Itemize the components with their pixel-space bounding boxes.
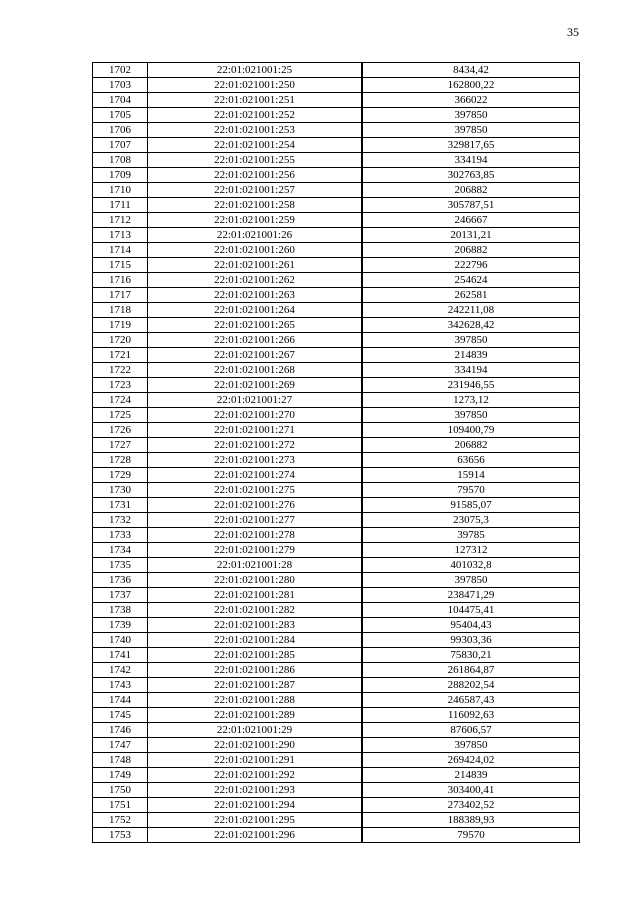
row-number-cell: 1735 xyxy=(93,558,148,573)
table-row xyxy=(93,513,580,528)
cadastral-number-cell: 22:01:021001:273 xyxy=(148,453,363,468)
row-number-cell: 1750 xyxy=(93,783,148,798)
cadastral-number-cell: 22:01:021001:281 xyxy=(148,588,363,603)
row-number-cell: 1731 xyxy=(93,498,148,513)
value-cell: 39785 xyxy=(362,528,580,543)
table-row xyxy=(93,663,580,678)
value-cell: 109400,79 xyxy=(362,423,580,438)
value-cell: 87606,57 xyxy=(362,723,580,738)
table-row xyxy=(93,333,580,348)
value-cell: 302763,85 xyxy=(362,168,580,183)
value-cell: 23075,3 xyxy=(362,513,580,528)
value-cell: 288202,54 xyxy=(362,678,580,693)
table-row xyxy=(93,393,580,408)
row-number-cell: 1746 xyxy=(93,723,148,738)
row-number-cell: 1752 xyxy=(93,813,148,828)
value-cell: 401032,8 xyxy=(362,558,580,573)
row-number-cell: 1733 xyxy=(93,528,148,543)
row-number-cell: 1721 xyxy=(93,348,148,363)
table-row xyxy=(93,753,580,768)
table-row xyxy=(93,258,580,273)
value-cell: 334194 xyxy=(362,153,580,168)
value-cell: 246587,43 xyxy=(362,693,580,708)
cadastral-number-cell: 22:01:021001:288 xyxy=(148,693,363,708)
value-cell: 303400,41 xyxy=(362,783,580,798)
cadastral-number-cell: 22:01:021001:270 xyxy=(148,408,363,423)
value-cell: 104475,41 xyxy=(362,603,580,618)
cadastral-number-cell: 22:01:021001:27 xyxy=(148,393,363,408)
row-number-cell: 1713 xyxy=(93,228,148,243)
table-row xyxy=(93,108,580,123)
cadastral-number-cell: 22:01:021001:291 xyxy=(148,753,363,768)
row-number-cell: 1745 xyxy=(93,708,148,723)
row-number-cell: 1736 xyxy=(93,573,148,588)
row-number-cell: 1725 xyxy=(93,408,148,423)
value-cell: 397850 xyxy=(362,123,580,138)
table-row xyxy=(93,348,580,363)
cadastral-number-cell: 22:01:021001:29 xyxy=(148,723,363,738)
table-row xyxy=(93,648,580,663)
value-cell: 222796 xyxy=(362,258,580,273)
cadastral-number-cell: 22:01:021001:257 xyxy=(148,183,363,198)
table-row xyxy=(93,633,580,648)
table-row xyxy=(93,123,580,138)
value-cell: 342628,42 xyxy=(362,318,580,333)
value-cell: 397850 xyxy=(362,108,580,123)
value-cell: 91585,07 xyxy=(362,498,580,513)
row-number-cell: 1710 xyxy=(93,183,148,198)
page-number: 35 xyxy=(567,25,579,39)
cadastral-number-cell: 22:01:021001:251 xyxy=(148,93,363,108)
value-cell: 99303,36 xyxy=(362,633,580,648)
cadastral-number-cell: 22:01:021001:263 xyxy=(148,288,363,303)
table-row xyxy=(93,303,580,318)
row-number-cell: 1703 xyxy=(93,78,148,93)
row-number-cell: 1744 xyxy=(93,693,148,708)
row-number-cell: 1740 xyxy=(93,633,148,648)
row-number-cell: 1705 xyxy=(93,108,148,123)
cadastral-number-cell: 22:01:021001:26 xyxy=(148,228,363,243)
table-row xyxy=(93,708,580,723)
table-row xyxy=(93,528,580,543)
cadastral-number-cell: 22:01:021001:258 xyxy=(148,198,363,213)
table-row xyxy=(93,213,580,228)
value-cell: 254624 xyxy=(362,273,580,288)
cadastral-number-cell: 22:01:021001:280 xyxy=(148,573,363,588)
cadastral-number-cell: 22:01:021001:292 xyxy=(148,768,363,783)
row-number-cell: 1751 xyxy=(93,798,148,813)
table-row xyxy=(93,483,580,498)
table-row xyxy=(93,693,580,708)
value-cell: 242211,08 xyxy=(362,303,580,318)
cadastral-number-cell: 22:01:021001:287 xyxy=(148,678,363,693)
table-body xyxy=(93,63,580,843)
table-row xyxy=(93,378,580,393)
table-row xyxy=(93,498,580,513)
table-row xyxy=(93,273,580,288)
table-row xyxy=(93,828,580,843)
table-row xyxy=(93,228,580,243)
value-cell: 63656 xyxy=(362,453,580,468)
cadastral-value-table xyxy=(92,62,580,843)
value-cell: 246667 xyxy=(362,213,580,228)
row-number-cell: 1720 xyxy=(93,333,148,348)
cadastral-number-cell: 22:01:021001:271 xyxy=(148,423,363,438)
row-number-cell: 1715 xyxy=(93,258,148,273)
row-number-cell: 1739 xyxy=(93,618,148,633)
table-row xyxy=(93,423,580,438)
cadastral-number-cell: 22:01:021001:265 xyxy=(148,318,363,333)
cadastral-number-cell: 22:01:021001:279 xyxy=(148,543,363,558)
table-row xyxy=(93,573,580,588)
table-row xyxy=(93,468,580,483)
value-cell: 329817,65 xyxy=(362,138,580,153)
table-row xyxy=(93,588,580,603)
cadastral-number-cell: 22:01:021001:285 xyxy=(148,648,363,663)
row-number-cell: 1732 xyxy=(93,513,148,528)
cadastral-number-cell: 22:01:021001:253 xyxy=(148,123,363,138)
table-row xyxy=(93,618,580,633)
value-cell: 20131,21 xyxy=(362,228,580,243)
table-row xyxy=(93,93,580,108)
row-number-cell: 1704 xyxy=(93,93,148,108)
cadastral-number-cell: 22:01:021001:255 xyxy=(148,153,363,168)
table-row xyxy=(93,768,580,783)
value-cell: 273402,52 xyxy=(362,798,580,813)
value-cell: 75830,21 xyxy=(362,648,580,663)
table-row xyxy=(93,543,580,558)
table-row xyxy=(93,453,580,468)
value-cell: 127312 xyxy=(362,543,580,558)
table-row xyxy=(93,168,580,183)
table-row xyxy=(93,798,580,813)
value-cell: 206882 xyxy=(362,243,580,258)
cadastral-number-cell: 22:01:021001:275 xyxy=(148,483,363,498)
cadastral-number-cell: 22:01:021001:256 xyxy=(148,168,363,183)
table-row xyxy=(93,438,580,453)
table-row xyxy=(93,408,580,423)
table-row xyxy=(93,153,580,168)
value-cell: 214839 xyxy=(362,768,580,783)
table-row xyxy=(93,198,580,213)
cadastral-number-cell: 22:01:021001:267 xyxy=(148,348,363,363)
value-cell: 79570 xyxy=(362,483,580,498)
cadastral-number-cell: 22:01:021001:252 xyxy=(148,108,363,123)
cadastral-number-cell: 22:01:021001:28 xyxy=(148,558,363,573)
table-row xyxy=(93,243,580,258)
cadastral-number-cell: 22:01:021001:261 xyxy=(148,258,363,273)
cadastral-number-cell: 22:01:021001:294 xyxy=(148,798,363,813)
table-row xyxy=(93,63,580,78)
value-cell: 366022 xyxy=(362,93,580,108)
value-cell: 188389,93 xyxy=(362,813,580,828)
row-number-cell: 1742 xyxy=(93,663,148,678)
table-row xyxy=(93,723,580,738)
value-cell: 231946,55 xyxy=(362,378,580,393)
row-number-cell: 1707 xyxy=(93,138,148,153)
cadastral-number-cell: 22:01:021001:262 xyxy=(148,273,363,288)
row-number-cell: 1723 xyxy=(93,378,148,393)
cadastral-number-cell: 22:01:021001:276 xyxy=(148,498,363,513)
cadastral-number-cell: 22:01:021001:284 xyxy=(148,633,363,648)
row-number-cell: 1737 xyxy=(93,588,148,603)
value-cell: 8434,42 xyxy=(362,63,580,78)
table-row xyxy=(93,318,580,333)
row-number-cell: 1727 xyxy=(93,438,148,453)
row-number-cell: 1741 xyxy=(93,648,148,663)
row-number-cell: 1708 xyxy=(93,153,148,168)
cadastral-number-cell: 22:01:021001:295 xyxy=(148,813,363,828)
cadastral-number-cell: 22:01:021001:283 xyxy=(148,618,363,633)
cadastral-number-cell: 22:01:021001:259 xyxy=(148,213,363,228)
value-cell: 206882 xyxy=(362,438,580,453)
row-number-cell: 1716 xyxy=(93,273,148,288)
row-number-cell: 1730 xyxy=(93,483,148,498)
row-number-cell: 1722 xyxy=(93,363,148,378)
row-number-cell: 1747 xyxy=(93,738,148,753)
value-cell: 305787,51 xyxy=(362,198,580,213)
row-number-cell: 1728 xyxy=(93,453,148,468)
cadastral-number-cell: 22:01:021001:254 xyxy=(148,138,363,153)
cadastral-number-cell: 22:01:021001:278 xyxy=(148,528,363,543)
table-row xyxy=(93,363,580,378)
cadastral-number-cell: 22:01:021001:282 xyxy=(148,603,363,618)
row-number-cell: 1709 xyxy=(93,168,148,183)
row-number-cell: 1714 xyxy=(93,243,148,258)
table-row xyxy=(93,738,580,753)
cadastral-number-cell: 22:01:021001:277 xyxy=(148,513,363,528)
table-row xyxy=(93,558,580,573)
value-cell: 214839 xyxy=(362,348,580,363)
table-row xyxy=(93,813,580,828)
cadastral-number-cell: 22:01:021001:289 xyxy=(148,708,363,723)
table-row xyxy=(93,288,580,303)
table-row xyxy=(93,78,580,93)
value-cell: 116092,63 xyxy=(362,708,580,723)
value-cell: 397850 xyxy=(362,738,580,753)
value-cell: 206882 xyxy=(362,183,580,198)
cadastral-number-cell: 22:01:021001:25 xyxy=(148,63,363,78)
row-number-cell: 1729 xyxy=(93,468,148,483)
row-number-cell: 1717 xyxy=(93,288,148,303)
table-row xyxy=(93,138,580,153)
value-cell: 95404,43 xyxy=(362,618,580,633)
row-number-cell: 1724 xyxy=(93,393,148,408)
value-cell: 162800,22 xyxy=(362,78,580,93)
table-row xyxy=(93,678,580,693)
cadastral-number-cell: 22:01:021001:272 xyxy=(148,438,363,453)
row-number-cell: 1702 xyxy=(93,63,148,78)
row-number-cell: 1743 xyxy=(93,678,148,693)
value-cell: 397850 xyxy=(362,333,580,348)
cadastral-number-cell: 22:01:021001:296 xyxy=(148,828,363,843)
cadastral-number-cell: 22:01:021001:250 xyxy=(148,78,363,93)
cadastral-number-cell: 22:01:021001:260 xyxy=(148,243,363,258)
value-cell: 334194 xyxy=(362,363,580,378)
cadastral-number-cell: 22:01:021001:274 xyxy=(148,468,363,483)
value-cell: 238471,29 xyxy=(362,588,580,603)
row-number-cell: 1748 xyxy=(93,753,148,768)
row-number-cell: 1726 xyxy=(93,423,148,438)
value-cell: 397850 xyxy=(362,408,580,423)
row-number-cell: 1712 xyxy=(93,213,148,228)
cadastral-number-cell: 22:01:021001:268 xyxy=(148,363,363,378)
table-row xyxy=(93,183,580,198)
row-number-cell: 1719 xyxy=(93,318,148,333)
value-cell: 269424,02 xyxy=(362,753,580,768)
row-number-cell: 1706 xyxy=(93,123,148,138)
row-number-cell: 1718 xyxy=(93,303,148,318)
row-number-cell: 1738 xyxy=(93,603,148,618)
value-cell: 261864,87 xyxy=(362,663,580,678)
table-row xyxy=(93,603,580,618)
cadastral-number-cell: 22:01:021001:290 xyxy=(148,738,363,753)
value-cell: 1273,12 xyxy=(362,393,580,408)
cadastral-number-cell: 22:01:021001:264 xyxy=(148,303,363,318)
cadastral-number-cell: 22:01:021001:293 xyxy=(148,783,363,798)
cadastral-number-cell: 22:01:021001:286 xyxy=(148,663,363,678)
table-row xyxy=(93,783,580,798)
value-cell: 397850 xyxy=(362,573,580,588)
value-cell: 15914 xyxy=(362,468,580,483)
row-number-cell: 1753 xyxy=(93,828,148,843)
value-cell: 79570 xyxy=(362,828,580,843)
cadastral-number-cell: 22:01:021001:269 xyxy=(148,378,363,393)
row-number-cell: 1749 xyxy=(93,768,148,783)
cadastral-number-cell: 22:01:021001:266 xyxy=(148,333,363,348)
row-number-cell: 1734 xyxy=(93,543,148,558)
value-cell: 262581 xyxy=(362,288,580,303)
row-number-cell: 1711 xyxy=(93,198,148,213)
